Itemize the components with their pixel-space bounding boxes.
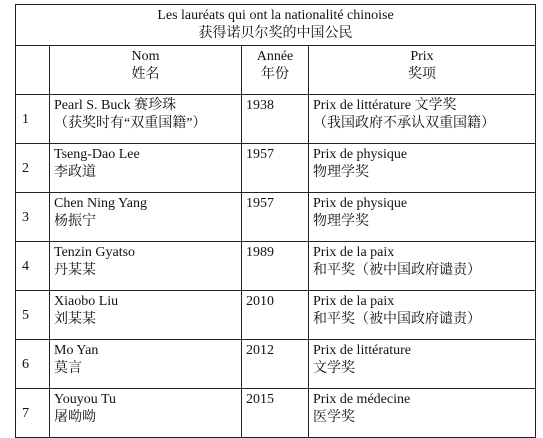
laureate-name: Youyou Tu <box>54 392 117 407</box>
laureate-name: Pearl S. Buck 赛珍珠 <box>54 98 177 113</box>
prize-cell <box>309 95 536 144</box>
laureate-name-cell <box>50 144 242 193</box>
row-number: 1 <box>16 95 50 144</box>
header-number <box>16 46 50 95</box>
header-row <box>16 46 536 95</box>
award-year: 1957 <box>242 144 309 193</box>
row-number: 6 <box>16 340 50 389</box>
table-row <box>16 95 536 144</box>
table-row <box>16 144 536 193</box>
prize-name-chinese: （我国政府不承认双重国籍） <box>313 116 495 131</box>
row-number: 3 <box>16 193 50 242</box>
header-prize-french: Prix <box>410 49 434 64</box>
laureate-name-cell <box>50 193 242 242</box>
laureate-name: Xiaobo Liu <box>54 294 119 309</box>
prize-name-french: Prix de la paix <box>313 294 395 309</box>
prize-name-french: Prix de la paix <box>313 245 395 260</box>
prize-cell <box>309 340 536 389</box>
laureate-name-cell <box>50 291 242 340</box>
prize-name-french: Prix de physique <box>313 196 408 211</box>
laureate-name-chinese: （获奖时有“双重国籍”） <box>54 116 207 131</box>
laureate-name-chinese: 莫言 <box>54 361 82 376</box>
row-number: 4 <box>16 242 50 291</box>
award-year: 1938 <box>242 95 309 144</box>
laureate-name-chinese: 刘某某 <box>54 312 96 327</box>
laureate-name-cell <box>50 389 242 438</box>
table-row <box>16 340 536 389</box>
prize-cell <box>309 291 536 340</box>
caption-row <box>16 5 536 46</box>
laureate-name: Chen Ning Yang <box>54 196 147 211</box>
row-number: 7 <box>16 389 50 438</box>
table-row <box>16 291 536 340</box>
prize-name-chinese: 文学奖 <box>313 361 355 376</box>
prize-cell <box>309 242 536 291</box>
table-caption <box>16 5 536 46</box>
laureate-name-cell <box>50 95 242 144</box>
prize-name-chinese: 和平奖（被中国政府谴责） <box>313 263 481 278</box>
header-name-french: Nom <box>131 49 160 64</box>
laureate-name-chinese: 丹某某 <box>54 263 96 278</box>
laureate-name-chinese: 李政道 <box>54 165 96 180</box>
prize-cell <box>309 193 536 242</box>
header-year-chinese: 年份 <box>261 67 289 82</box>
header-name <box>50 46 242 95</box>
laureate-name: Tenzin Gyatso <box>54 245 136 260</box>
laureate-name-chinese: 杨振宁 <box>54 214 96 229</box>
table-row <box>16 389 536 438</box>
laureate-name: Tseng-Dao Lee <box>54 147 140 162</box>
header-prize-chinese: 奖项 <box>408 67 436 82</box>
prize-name-chinese: 物理学奖 <box>313 214 369 229</box>
prize-name-french: Prix de littérature 文学奖 <box>313 98 457 113</box>
caption-chinese: 获得诺贝尔奖的中国公民 <box>198 26 353 41</box>
laureates-table-container <box>15 4 535 438</box>
header-name-chinese: 姓名 <box>131 67 160 82</box>
row-number: 5 <box>16 291 50 340</box>
award-year: 2012 <box>242 340 309 389</box>
prize-cell <box>309 389 536 438</box>
prize-cell <box>309 144 536 193</box>
caption-french: Les lauréats qui ont la nationalité chinoise <box>157 8 394 23</box>
award-year: 2015 <box>242 389 309 438</box>
prize-name-french: Prix de littérature <box>313 343 411 358</box>
laureates-table <box>15 4 536 438</box>
header-year <box>242 46 309 95</box>
prize-name-chinese: 物理学奖 <box>313 165 369 180</box>
laureate-name-chinese: 屠呦呦 <box>54 410 96 425</box>
prize-name-chinese: 和平奖（被中国政府谴责） <box>313 312 481 327</box>
table-row <box>16 193 536 242</box>
award-year: 1989 <box>242 242 309 291</box>
award-year: 2010 <box>242 291 309 340</box>
header-prize <box>309 46 536 95</box>
award-year: 1957 <box>242 193 309 242</box>
prize-name-french: Prix de physique <box>313 147 408 162</box>
table-row <box>16 242 536 291</box>
row-number: 2 <box>16 144 50 193</box>
laureate-name: Mo Yan <box>54 343 99 358</box>
laureate-name-cell <box>50 340 242 389</box>
header-year-french: Année <box>256 49 294 64</box>
laureate-name-cell <box>50 242 242 291</box>
prize-name-french: Prix de médecine <box>313 392 411 407</box>
table-body <box>16 95 536 438</box>
prize-name-chinese: 医学奖 <box>313 410 355 425</box>
